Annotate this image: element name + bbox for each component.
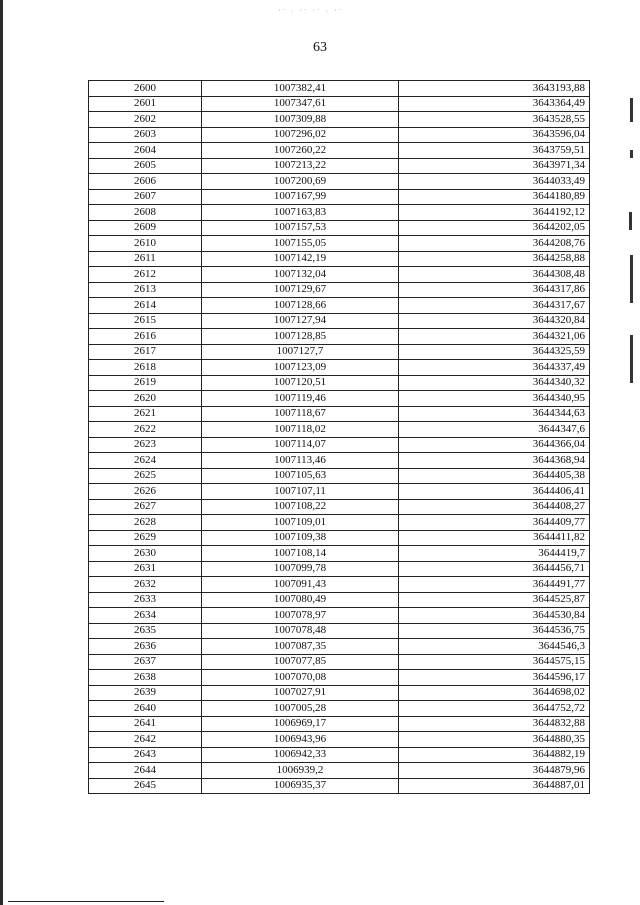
table-row: [89, 205, 590, 221]
y-coordinate-cell: 3643596,04: [399, 127, 590, 143]
x-coordinate-cell: 1007128,85: [202, 329, 399, 345]
y-coordinate-cell: 3644698,02: [399, 685, 590, 701]
x-coordinate-cell: 1006935,37: [202, 778, 399, 794]
x-coordinate-cell: 1007142,19: [202, 251, 399, 267]
x-coordinate-cell: 1007080,49: [202, 592, 399, 608]
y-coordinate-cell: 3644340,32: [399, 375, 590, 391]
x-coordinate-cell: 1007078,97: [202, 608, 399, 624]
point-number-cell: 2638: [89, 670, 202, 686]
point-number-cell: 2644: [89, 763, 202, 779]
point-number-cell: 2637: [89, 654, 202, 670]
x-coordinate-cell: 1007260,22: [202, 143, 399, 159]
table-row: [89, 701, 590, 717]
y-coordinate-cell: 3644347,6: [399, 422, 590, 438]
point-number-cell: 2621: [89, 406, 202, 422]
point-number-cell: 2617: [89, 344, 202, 360]
point-number-cell: 2627: [89, 499, 202, 515]
x-coordinate-cell: 1006939,2: [202, 763, 399, 779]
point-number-cell: 2643: [89, 747, 202, 763]
table-row: [89, 127, 590, 143]
point-number-cell: 2613: [89, 282, 202, 298]
y-coordinate-cell: 3644880,35: [399, 732, 590, 748]
y-coordinate-cell: 3644320,84: [399, 313, 590, 329]
y-coordinate-cell: 3644408,27: [399, 499, 590, 515]
y-coordinate-cell: 3644596,17: [399, 670, 590, 686]
table-row: [89, 174, 590, 190]
x-coordinate-cell: 1007382,41: [202, 81, 399, 97]
point-number-cell: 2632: [89, 577, 202, 593]
x-coordinate-cell: 1007108,22: [202, 499, 399, 515]
y-coordinate-cell: 3644258,88: [399, 251, 590, 267]
x-coordinate-cell: 1007127,7: [202, 344, 399, 360]
x-coordinate-cell: 1007091,43: [202, 577, 399, 593]
point-number-cell: 2620: [89, 391, 202, 407]
table-row: [89, 189, 590, 205]
point-number-cell: 2609: [89, 220, 202, 236]
table-row: [89, 81, 590, 97]
point-number-cell: 2604: [89, 143, 202, 159]
y-coordinate-cell: 3644033,49: [399, 174, 590, 190]
y-coordinate-cell: 3644536,75: [399, 623, 590, 639]
footnote-separator: [8, 901, 164, 902]
x-coordinate-cell: 1007105,63: [202, 468, 399, 484]
point-number-cell: 2640: [89, 701, 202, 717]
table-row: [89, 623, 590, 639]
table-row: [89, 344, 590, 360]
point-number-cell: 2631: [89, 561, 202, 577]
x-coordinate-cell: 1006942,33: [202, 747, 399, 763]
scan-right-mark: [629, 212, 632, 230]
y-coordinate-cell: 3644525,87: [399, 592, 590, 608]
table-row: [89, 158, 590, 174]
scan-right-mark: [630, 98, 633, 122]
x-coordinate-cell: 1007309,88: [202, 112, 399, 128]
table-row: [89, 608, 590, 624]
table-row: [89, 406, 590, 422]
table-row: [89, 763, 590, 779]
table-row: [89, 112, 590, 128]
y-coordinate-cell: 3643364,49: [399, 96, 590, 112]
x-coordinate-cell: 1007087,35: [202, 639, 399, 655]
x-coordinate-cell: 1007078,48: [202, 623, 399, 639]
x-coordinate-cell: 1006943,96: [202, 732, 399, 748]
y-coordinate-cell: 3644192,12: [399, 205, 590, 221]
table-row: [89, 515, 590, 531]
y-coordinate-cell: 3643759,51: [399, 143, 590, 159]
y-coordinate-cell: 3644752,72: [399, 701, 590, 717]
x-coordinate-cell: 1007027,91: [202, 685, 399, 701]
table-row: [89, 298, 590, 314]
point-number-cell: 2645: [89, 778, 202, 794]
x-coordinate-cell: 1007120,51: [202, 375, 399, 391]
table-row: [89, 282, 590, 298]
point-number-cell: 2611: [89, 251, 202, 267]
y-coordinate-cell: 3644409,77: [399, 515, 590, 531]
y-coordinate-cell: 3644411,82: [399, 530, 590, 546]
table-row: [89, 422, 590, 438]
point-number-cell: 2619: [89, 375, 202, 391]
y-coordinate-cell: 3644180,89: [399, 189, 590, 205]
table-row: [89, 143, 590, 159]
x-coordinate-cell: 1007123,09: [202, 360, 399, 376]
point-number-cell: 2622: [89, 422, 202, 438]
x-coordinate-cell: 1007005,28: [202, 701, 399, 717]
x-coordinate-cell: 1007114,07: [202, 437, 399, 453]
x-coordinate-cell: 1007108,14: [202, 546, 399, 562]
point-number-cell: 2612: [89, 267, 202, 283]
y-coordinate-cell: 3643971,34: [399, 158, 590, 174]
table-row: [89, 468, 590, 484]
point-number-cell: 2624: [89, 453, 202, 469]
x-coordinate-cell: 1007109,38: [202, 530, 399, 546]
y-coordinate-cell: 3644405,38: [399, 468, 590, 484]
y-coordinate-cell: 3644546,3: [399, 639, 590, 655]
point-number-cell: 2615: [89, 313, 202, 329]
point-number-cell: 2601: [89, 96, 202, 112]
page-number: 63: [313, 40, 327, 55]
x-coordinate-cell: 1007129,67: [202, 282, 399, 298]
x-coordinate-cell: 1007167,99: [202, 189, 399, 205]
point-number-cell: 2606: [89, 174, 202, 190]
table-row: [89, 716, 590, 732]
x-coordinate-cell: 1007163,83: [202, 205, 399, 221]
table-row: [89, 391, 590, 407]
y-coordinate-cell: 3644308,48: [399, 267, 590, 283]
x-coordinate-cell: 1007132,04: [202, 267, 399, 283]
point-number-cell: 2633: [89, 592, 202, 608]
table-row: [89, 251, 590, 267]
x-coordinate-cell: 1007109,01: [202, 515, 399, 531]
x-coordinate-cell: 1007347,61: [202, 96, 399, 112]
y-coordinate-cell: 3644575,15: [399, 654, 590, 670]
table-row: [89, 778, 590, 794]
point-number-cell: 2602: [89, 112, 202, 128]
y-coordinate-cell: 3644406,41: [399, 484, 590, 500]
y-coordinate-cell: 3644344,63: [399, 406, 590, 422]
point-number-cell: 2616: [89, 329, 202, 345]
point-number-cell: 2607: [89, 189, 202, 205]
point-number-cell: 2635: [89, 623, 202, 639]
point-number-cell: 2642: [89, 732, 202, 748]
x-coordinate-cell: 1007128,66: [202, 298, 399, 314]
point-number-cell: 2639: [89, 685, 202, 701]
table-row: [89, 437, 590, 453]
x-coordinate-cell: 1007157,53: [202, 220, 399, 236]
point-number-cell: 2641: [89, 716, 202, 732]
point-number-cell: 2634: [89, 608, 202, 624]
point-number-cell: 2600: [89, 81, 202, 97]
x-coordinate-cell: 1007113,46: [202, 453, 399, 469]
x-coordinate-cell: 1007077,85: [202, 654, 399, 670]
x-coordinate-cell: 1007296,02: [202, 127, 399, 143]
y-coordinate-cell: 3644337,49: [399, 360, 590, 376]
table-row: [89, 546, 590, 562]
y-coordinate-cell: 3644325,59: [399, 344, 590, 360]
y-coordinate-cell: 3644317,67: [399, 298, 590, 314]
x-coordinate-cell: 1007099,78: [202, 561, 399, 577]
y-coordinate-cell: 3644321,06: [399, 329, 590, 345]
scan-artifact: ·ˑ ˒ ·ˑ ·ˑ ˒ ·ˑ: [278, 6, 343, 15]
table-row: [89, 329, 590, 345]
y-coordinate-cell: 3644491,77: [399, 577, 590, 593]
y-coordinate-cell: 3644317,86: [399, 282, 590, 298]
y-coordinate-cell: 3644368,94: [399, 453, 590, 469]
x-coordinate-cell: 1007107,11: [202, 484, 399, 500]
x-coordinate-cell: 1007118,02: [202, 422, 399, 438]
y-coordinate-cell: 3644366,04: [399, 437, 590, 453]
scan-right-mark: [630, 255, 633, 303]
point-number-cell: 2626: [89, 484, 202, 500]
table-row: [89, 592, 590, 608]
scan-left-edge: [0, 0, 3, 905]
y-coordinate-cell: 3644340,95: [399, 391, 590, 407]
table-row: [89, 453, 590, 469]
table-row: [89, 747, 590, 763]
y-coordinate-cell: 3644208,76: [399, 236, 590, 252]
table-row: [89, 561, 590, 577]
point-number-cell: 2625: [89, 468, 202, 484]
table-row: [89, 220, 590, 236]
table-row: [89, 360, 590, 376]
coordinates-table-body: [89, 81, 590, 794]
x-coordinate-cell: 1007119,46: [202, 391, 399, 407]
table-row: [89, 375, 590, 391]
y-coordinate-cell: 3644530,84: [399, 608, 590, 624]
table-row: [89, 685, 590, 701]
y-coordinate-cell: 3644879,96: [399, 763, 590, 779]
point-number-cell: 2623: [89, 437, 202, 453]
table-row: [89, 639, 590, 655]
table-row: [89, 499, 590, 515]
table-row: [89, 313, 590, 329]
y-coordinate-cell: 3644882,19: [399, 747, 590, 763]
table-row: [89, 236, 590, 252]
point-number-cell: 2629: [89, 530, 202, 546]
x-coordinate-cell: 1007200,69: [202, 174, 399, 190]
table-row: [89, 732, 590, 748]
scan-right-mark: [630, 335, 633, 383]
x-coordinate-cell: 1007155,05: [202, 236, 399, 252]
table-row: [89, 484, 590, 500]
y-coordinate-cell: 3644419,7: [399, 546, 590, 562]
table-row: [89, 670, 590, 686]
y-coordinate-cell: 3644456,71: [399, 561, 590, 577]
y-coordinate-cell: 3644887,01: [399, 778, 590, 794]
x-coordinate-cell: 1006969,17: [202, 716, 399, 732]
table-row: [89, 96, 590, 112]
point-number-cell: 2614: [89, 298, 202, 314]
table-row: [89, 530, 590, 546]
y-coordinate-cell: 3643193,88: [399, 81, 590, 97]
x-coordinate-cell: 1007127,94: [202, 313, 399, 329]
coordinates-table: [88, 80, 590, 794]
point-number-cell: 2630: [89, 546, 202, 562]
table-row: [89, 577, 590, 593]
point-number-cell: 2605: [89, 158, 202, 174]
point-number-cell: 2608: [89, 205, 202, 221]
y-coordinate-cell: 3644832,88: [399, 716, 590, 732]
point-number-cell: 2603: [89, 127, 202, 143]
point-number-cell: 2628: [89, 515, 202, 531]
table-row: [89, 267, 590, 283]
y-coordinate-cell: 3643528,55: [399, 112, 590, 128]
scan-right-mark: [630, 150, 633, 158]
point-number-cell: 2610: [89, 236, 202, 252]
x-coordinate-cell: 1007070,08: [202, 670, 399, 686]
point-number-cell: 2618: [89, 360, 202, 376]
table-row: [89, 654, 590, 670]
point-number-cell: 2636: [89, 639, 202, 655]
x-coordinate-cell: 1007213,22: [202, 158, 399, 174]
x-coordinate-cell: 1007118,67: [202, 406, 399, 422]
y-coordinate-cell: 3644202,05: [399, 220, 590, 236]
